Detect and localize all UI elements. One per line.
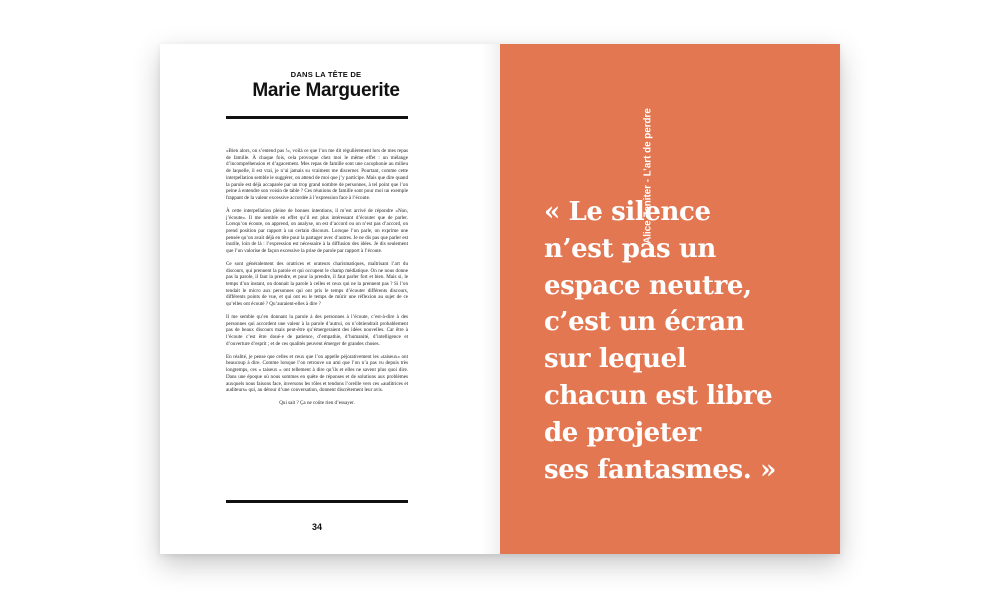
pull-quote bbox=[544, 194, 834, 488]
quote-line: espace neutre, bbox=[544, 270, 752, 301]
page-number: 34 bbox=[311, 522, 322, 532]
closing-line: Qui sait ? Ça ne coûte rien d’essayer. bbox=[279, 400, 355, 407]
magazine-spread bbox=[160, 44, 840, 554]
section-kicker: DANS LA TÊTE DE bbox=[290, 70, 362, 79]
right-page bbox=[500, 44, 840, 554]
title-rule bbox=[226, 116, 408, 119]
paragraph: En réalité, je pense que celles et ceux que l’on appelle péjorativement les «taiseux» ont beaucoup à dire. Comme lorsque l’on retrouve un ami que l’on n’a pas vu depuis très longtemps, ces « taiseux » ont tellement à dire qu’ils et elles ne savent plus quoi dire. Dans une époque où nous sommes en quête de réponses et de solutions aux problèmes auxquels nous faisons face, inversons les rôles et tendons l’oreille vers ces «auditrices et auditeurs» qui, au détour d’une conversation, donnent discrètement leur avis. bbox=[226, 353, 408, 394]
left-page bbox=[160, 44, 500, 554]
footer-rule bbox=[226, 500, 408, 503]
quote-line: de projeter bbox=[544, 417, 701, 448]
quote-line: chacun est libre bbox=[544, 380, 773, 411]
paragraph: Il me semble qu’en donnant la parole à des personnes à l’écoute, c’est-à-dire à des personnes qui accordent une valeur à la parole d’autrui, on n’obtiendrait probablement pas de beaux discours mais peut-être qu’émergeraient des idées nouvelles. Car être à l’écoute c’est être doué·e de patience, d’empathie, d’humanité, d’intelligence et d’ouverture d’esprit ; et de ces qualités peuvent émerger de grandes choses. bbox=[226, 314, 408, 347]
page-title: Marie Marguerite bbox=[252, 80, 400, 101]
paragraph: Ce sont généralement des oratrices et orateurs charismatiques, maîtrisant l’art du discours, qui prennent la parole et qui occupent le champ médiatique. On ne nous donne pas la parole, il faut la prendre, et pour la prendre, il faut parler fort et bien. Mais si, le temps d’un instant, on donnait la parole à celles et ceux qui ne la prennent pas ? Si l’on tendait le micro aux personnes qui ont pris le temps d’écouter différents discours, différents points de vue, et qui ont eu le temps de mûrir une réflexion au sujet de ce qu’elles ont écouté ? Qu’auraient-elles à dire ? bbox=[226, 260, 408, 308]
quote-line: « Le silence bbox=[544, 197, 711, 227]
quote-line: sur lequel bbox=[544, 344, 687, 375]
paragraph: «Bien alors, on s’entend pas !», voilà ce que l’on me dit régulièrement lors de mes repas de famille. À chaque fois, cela provoque chez moi le même effet : un mélange d’incompréhension et d’agacement. Mes repas de famille sont une cacophonie au milieu de laquelle, il est vrai, je n’ai jamais su vraiment me discerner. Pourtant, comme cette interpellation semble le suggérer, on attend de moi que j’y participe. Mais que dire quand la parole est déjà accaparée par un trop grand nombre de personnes, à tel point que l’on peine à entendre son voisin de table ? Ces réunions de famille sont pour moi un exemple frappant de la valeur excessive accordée à l’expression face à l’écoute. bbox=[226, 148, 408, 201]
article-body bbox=[226, 148, 408, 413]
quote-credit-text: Alice Zeniter - L’art de perdre bbox=[642, 108, 654, 244]
quote-line: ses fantasmes. » bbox=[544, 454, 776, 485]
gutter-shadow bbox=[482, 44, 500, 554]
paragraph: À cette interpellation pleine de bonnes intentions, il m’est arrivé de répondre «Non, j’écoute». Il me semble en effet qu’il est plus intéressant d’écouter que de parler. Lorsqu’on écoute, on apprend, on analyse, on est d’accord ou on n’est pas d’accord, on prend position par rapport à un certain discours. Lorsque l’on parle, on exprime une pensée qu’on avait déjà en tête pour la partager avec d’autres. Je ne dis pas que parler est inutile, loin de là : l’expression est nécessaire à la diffusion des idées. Je dis seulement que l’on valorise de façon excessive la prise de parole par rapport à l’écoute. bbox=[226, 207, 408, 255]
quote-line: c’est un écran bbox=[544, 307, 745, 338]
quote-line: n’est pas un bbox=[544, 233, 716, 264]
